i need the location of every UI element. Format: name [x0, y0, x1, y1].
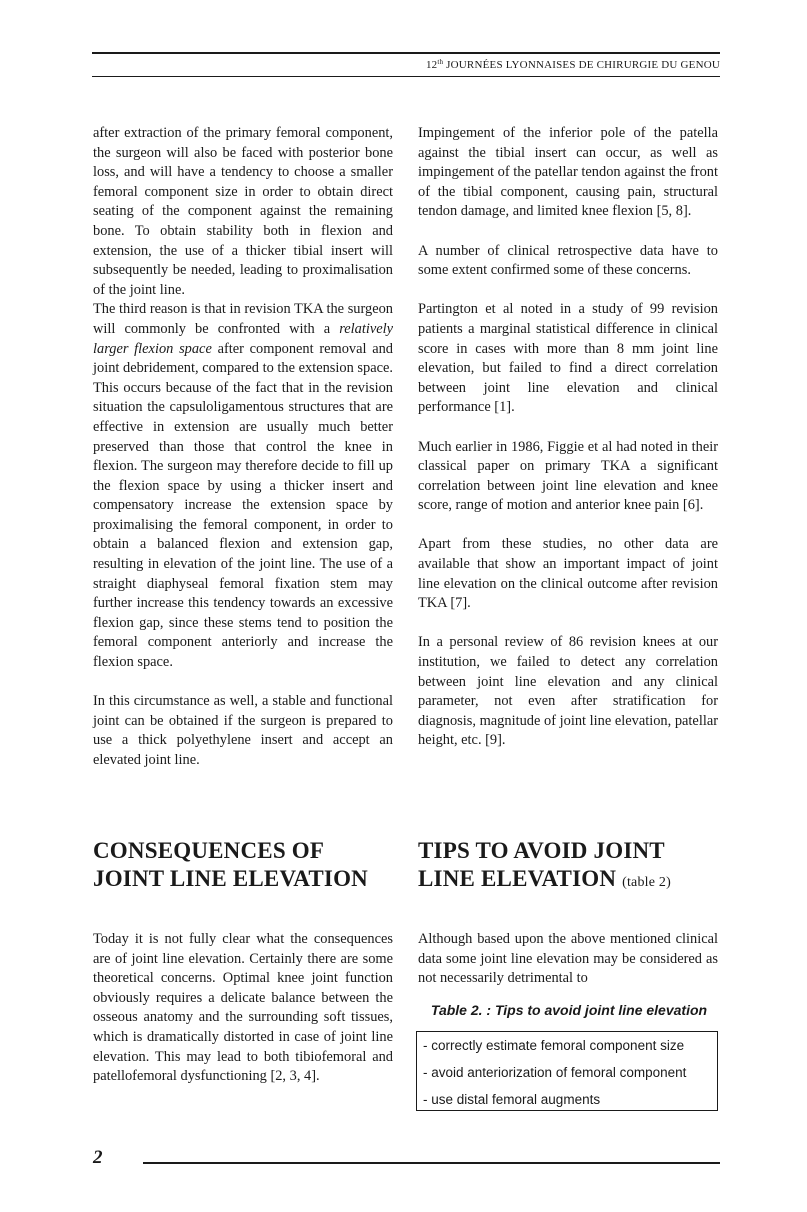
emphasis: relatively larger flexion space — [93, 320, 393, 357]
heading-line: TIPS TO AVOID JOINT — [418, 838, 665, 863]
header-title: JOURNÉES LYONNAISES DE CHIRURGIE DU GENOU — [446, 59, 720, 71]
paragraph: In this circumstance as well, a stable and functional joint can be obtained if the surgeon is prepared to use a thick polyethylene insert and accept an elevated joint line. — [93, 693, 393, 768]
paragraph: Much earlier in 1986, Figgie et al had noted in their classical paper on primary TKA a significant correlation between joint line elevation and knee score, range of motion and anterior knee pain [6]. — [418, 438, 718, 514]
paragraph: A number of clinical retrospective data have to some extent confirmed some of these concerns. — [418, 242, 718, 279]
footer-rule — [143, 1162, 720, 1164]
paragraph: Partington et al noted in a study of 99 revision patients a marginal statistical difference in clinical score in cases with more than 8 mm joint line elevation, but failed to find a direct correlation between joint line elevation and clinical performance [1]. — [418, 301, 718, 416]
right-column — [418, 124, 718, 751]
section-heading-tips — [418, 837, 671, 897]
table-row: - use distal femoral augments — [423, 1092, 601, 1107]
running-header — [426, 58, 720, 71]
paragraph-text: The third reason is that in revision TKA the surgeon will commonly be confronted with a — [93, 301, 393, 337]
header-top-rule — [92, 52, 720, 54]
left-column — [93, 124, 393, 771]
table-reference: (table 2) — [622, 875, 671, 890]
paragraph: Although based upon the above mentioned clinical data some joint line elevation may be considered as not necessarily detrimental to — [418, 931, 718, 987]
paragraph: In a personal review of 86 revision knees at our institution, we failed to detect any correlation between joint line elevation and any clinical parameter, not even after stratification for diagnosis, magnitude of joint line elevation, patellar height, etc. [9]. — [418, 634, 718, 749]
paragraph: Impingement of the inferior pole of the patella against the tibial insert can occur, as well as impingement of the patellar tendon against the front of the tibial component, causing pain, structural tendon damage, and limited knee flexion [5, 8]. — [418, 125, 718, 220]
header-number: 12 — [425, 59, 438, 71]
heading-line: JOINT LINE ELEVATION — [93, 866, 368, 891]
header-bottom-rule — [92, 76, 720, 77]
table-row: - correctly estimate femoral component size — [423, 1038, 685, 1053]
paragraph: Apart from these studies, no other data are available that show an important impact of joint line elevation on the clinical outcome after revision TKA [7]. — [418, 536, 718, 612]
paragraph-text: after component removal and joint debridement, compared to the extension space. This occurs because of the fact that in the revision situation the capsuloligamentous structures that are effective in extension are usually much better preserved than those that control the knee in flexion. The surgeon may therefore decide to fill up the flexion space by using a thicker insert and compensatory increase the extension space by proximalising the femoral component, in order to obtain a balanced flexion and extension gap, resulting in elevation of the joint line. The use of a straight diaphyseal femoral fixation stem may further increase this tendency towards an excessive flexion gap, since these stems tend to position the femoral component anteriorly and increase the flexion space. — [93, 340, 393, 671]
header-superscript: th — [437, 58, 444, 66]
table-caption: Table 2. : Tips to avoid joint line elevation — [430, 1002, 708, 1018]
tips-body — [418, 930, 718, 989]
section-heading-consequences — [93, 837, 368, 893]
paragraph — [93, 300, 393, 672]
page-number: 2 — [93, 1147, 103, 1168]
table-row: - avoid anteriorization of femoral component — [423, 1065, 687, 1080]
heading-line: CONSEQUENCES OF — [93, 838, 325, 863]
heading-line: LINE ELEVATION — [418, 866, 617, 891]
paragraph: Today it is not fully clear what the consequences are of joint line elevation. Certainly there are some theoretical concerns. Optimal knee joint function obviously requires a delicate balance between the osseous anatomy and the surrounding soft tissues, which is dramatically distorted in case of joint line elevation. This may lead to both tibiofemoral and patellofemoral dysfunctioning [2, 3, 4]. — [93, 931, 393, 1085]
consequences-body — [93, 930, 393, 1087]
tips-table — [416, 1031, 718, 1111]
paragraph: after extraction of the primary femoral component, the surgeon will also be faced with posterior bone loss, and will have a tendency to choose a smaller femoral component size in order to obtain direct seating of the component against the remaining bone. To obtain stability both in flexion and extension, the use of a thicker tibial insert will subsequently be needed, leading to proximalisation of the joint line. — [93, 125, 393, 298]
